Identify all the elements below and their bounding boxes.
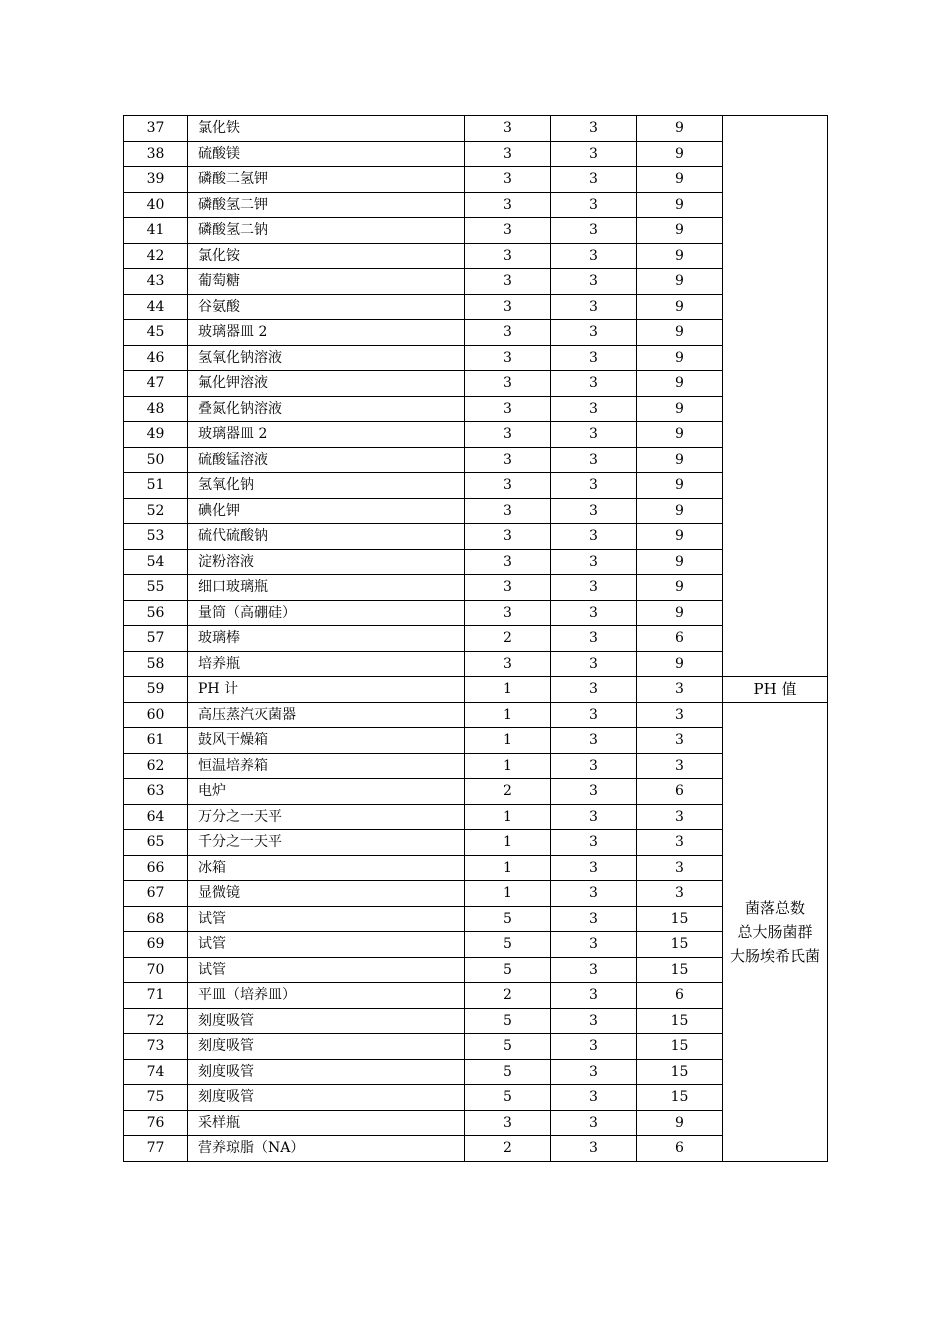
quantity-b: 3 — [551, 702, 637, 728]
table-row — [124, 1059, 828, 1085]
quantity-b: 3 — [551, 855, 637, 881]
quantity-b: 3 — [551, 116, 637, 142]
quantity-total: 15 — [637, 1059, 723, 1085]
table-row — [124, 1008, 828, 1034]
row-number: 49 — [124, 422, 188, 448]
table-row — [124, 906, 828, 932]
quantity-b: 3 — [551, 651, 637, 677]
quantity-total: 15 — [637, 1034, 723, 1060]
quantity-b: 3 — [551, 141, 637, 167]
quantity-total: 9 — [637, 447, 723, 473]
quantity-a: 1 — [465, 804, 551, 830]
quantity-b: 3 — [551, 957, 637, 983]
quantity-a: 2 — [465, 626, 551, 652]
quantity-b: 3 — [551, 320, 637, 346]
row-number: 39 — [124, 167, 188, 193]
item-name: 磷酸氢二钠 — [188, 218, 465, 244]
quantity-total: 15 — [637, 1085, 723, 1111]
item-name: 高压蒸汽灭菌器 — [188, 702, 465, 728]
quantity-a: 3 — [465, 192, 551, 218]
quantity-a: 3 — [465, 651, 551, 677]
quantity-total: 3 — [637, 881, 723, 907]
quantity-a: 1 — [465, 728, 551, 754]
quantity-b: 3 — [551, 804, 637, 830]
quantity-total: 9 — [637, 320, 723, 346]
quantity-total: 9 — [637, 549, 723, 575]
row-number: 68 — [124, 906, 188, 932]
quantity-total: 3 — [637, 804, 723, 830]
row-number: 62 — [124, 753, 188, 779]
quantity-b: 3 — [551, 753, 637, 779]
row-number: 45 — [124, 320, 188, 346]
equipment-table — [123, 115, 828, 1162]
quantity-total: 3 — [637, 753, 723, 779]
row-number: 38 — [124, 141, 188, 167]
quantity-total: 9 — [637, 192, 723, 218]
row-number: 75 — [124, 1085, 188, 1111]
quantity-b: 3 — [551, 728, 637, 754]
item-name: 试管 — [188, 957, 465, 983]
quantity-b: 3 — [551, 677, 637, 703]
quantity-total: 3 — [637, 728, 723, 754]
quantity-a: 3 — [465, 447, 551, 473]
quantity-total: 9 — [637, 575, 723, 601]
table-row — [124, 983, 828, 1009]
item-name: 氟化钾溶液 — [188, 371, 465, 397]
quantity-a: 5 — [465, 1034, 551, 1060]
quantity-b: 3 — [551, 549, 637, 575]
row-number: 77 — [124, 1136, 188, 1162]
quantity-a: 1 — [465, 881, 551, 907]
item-name: 磷酸二氢钾 — [188, 167, 465, 193]
row-number: 70 — [124, 957, 188, 983]
quantity-b: 3 — [551, 932, 637, 958]
table-row — [124, 396, 828, 422]
quantity-b: 3 — [551, 396, 637, 422]
quantity-a: 2 — [465, 1136, 551, 1162]
table-row — [124, 345, 828, 371]
row-number: 65 — [124, 830, 188, 856]
item-name: 培养瓶 — [188, 651, 465, 677]
table-row — [124, 1136, 828, 1162]
table-row — [124, 422, 828, 448]
quantity-total: 6 — [637, 1136, 723, 1162]
table-row — [124, 320, 828, 346]
quantity-b: 3 — [551, 906, 637, 932]
quantity-total: 6 — [637, 626, 723, 652]
quantity-b: 3 — [551, 524, 637, 550]
quantity-a: 3 — [465, 320, 551, 346]
quantity-b: 3 — [551, 1136, 637, 1162]
table-row — [124, 753, 828, 779]
table-row — [124, 473, 828, 499]
quantity-b: 3 — [551, 294, 637, 320]
quantity-b: 3 — [551, 983, 637, 1009]
quantity-b: 3 — [551, 779, 637, 805]
quantity-a: 5 — [465, 1059, 551, 1085]
quantity-a: 3 — [465, 575, 551, 601]
table-row — [124, 830, 828, 856]
item-name: 氯化铁 — [188, 116, 465, 142]
row-number: 44 — [124, 294, 188, 320]
quantity-a: 3 — [465, 1110, 551, 1136]
item-name: 玻璃器皿 2 — [188, 320, 465, 346]
quantity-a: 5 — [465, 957, 551, 983]
quantity-a: 3 — [465, 524, 551, 550]
quantity-a: 3 — [465, 269, 551, 295]
quantity-b: 3 — [551, 422, 637, 448]
quantity-total: 9 — [637, 524, 723, 550]
quantity-b: 3 — [551, 498, 637, 524]
quantity-total: 9 — [637, 600, 723, 626]
row-number: 50 — [124, 447, 188, 473]
row-number: 69 — [124, 932, 188, 958]
item-name: 硫酸锰溶液 — [188, 447, 465, 473]
row-number: 43 — [124, 269, 188, 295]
item-name: 刻度吸管 — [188, 1034, 465, 1060]
quantity-b: 3 — [551, 1110, 637, 1136]
quantity-a: 1 — [465, 677, 551, 703]
row-number: 63 — [124, 779, 188, 805]
quantity-total: 15 — [637, 932, 723, 958]
quantity-a: 3 — [465, 294, 551, 320]
table-row — [124, 728, 828, 754]
table-row — [124, 677, 828, 703]
quantity-b: 3 — [551, 1008, 637, 1034]
row-number: 54 — [124, 549, 188, 575]
row-number: 37 — [124, 116, 188, 142]
quantity-total: 6 — [637, 983, 723, 1009]
row-number: 72 — [124, 1008, 188, 1034]
item-name: 采样瓶 — [188, 1110, 465, 1136]
quantity-a: 3 — [465, 243, 551, 269]
quantity-b: 3 — [551, 881, 637, 907]
item-name: 试管 — [188, 906, 465, 932]
quantity-a: 1 — [465, 753, 551, 779]
quantity-a: 3 — [465, 141, 551, 167]
table-row — [124, 1110, 828, 1136]
table-row — [124, 294, 828, 320]
table-row — [124, 600, 828, 626]
item-name: 氯化铵 — [188, 243, 465, 269]
quantity-a: 3 — [465, 116, 551, 142]
item-name: 氢氧化钠溶液 — [188, 345, 465, 371]
item-name: 淀粉溶液 — [188, 549, 465, 575]
quantity-b: 3 — [551, 600, 637, 626]
row-number: 42 — [124, 243, 188, 269]
table-row — [124, 116, 828, 142]
quantity-total: 6 — [637, 779, 723, 805]
table-row — [124, 626, 828, 652]
row-number: 60 — [124, 702, 188, 728]
item-name: 碘化钾 — [188, 498, 465, 524]
item-name: 试管 — [188, 932, 465, 958]
quantity-total: 9 — [637, 345, 723, 371]
row-number: 73 — [124, 1034, 188, 1060]
item-name: 量筒（高硼硅） — [188, 600, 465, 626]
quantity-total: 9 — [637, 141, 723, 167]
table-row — [124, 141, 828, 167]
table-row — [124, 804, 828, 830]
item-name: 叠氮化钠溶液 — [188, 396, 465, 422]
test-item-note — [723, 116, 828, 677]
quantity-total: 9 — [637, 294, 723, 320]
quantity-total: 9 — [637, 218, 723, 244]
quantity-a: 3 — [465, 422, 551, 448]
table-row — [124, 957, 828, 983]
item-name: 谷氨酸 — [188, 294, 465, 320]
item-name: 刻度吸管 — [188, 1008, 465, 1034]
quantity-a: 3 — [465, 498, 551, 524]
quantity-total: 9 — [637, 396, 723, 422]
quantity-total: 3 — [637, 677, 723, 703]
quantity-b: 3 — [551, 447, 637, 473]
table-row — [124, 269, 828, 295]
table-row — [124, 167, 828, 193]
table-row — [124, 243, 828, 269]
item-name: 千分之一天平 — [188, 830, 465, 856]
quantity-total: 9 — [637, 1110, 723, 1136]
quantity-total: 9 — [637, 651, 723, 677]
quantity-total: 9 — [637, 167, 723, 193]
quantity-total: 15 — [637, 1008, 723, 1034]
row-number: 61 — [124, 728, 188, 754]
quantity-b: 3 — [551, 371, 637, 397]
item-name: 氢氧化钠 — [188, 473, 465, 499]
table-row — [124, 447, 828, 473]
quantity-a: 3 — [465, 396, 551, 422]
table-row — [124, 651, 828, 677]
table-row — [124, 575, 828, 601]
quantity-a: 5 — [465, 932, 551, 958]
quantity-b: 3 — [551, 269, 637, 295]
item-name: 刻度吸管 — [188, 1085, 465, 1111]
table-row — [124, 779, 828, 805]
row-number: 58 — [124, 651, 188, 677]
quantity-b: 3 — [551, 473, 637, 499]
item-name: 万分之一天平 — [188, 804, 465, 830]
quantity-total: 3 — [637, 702, 723, 728]
quantity-a: 3 — [465, 473, 551, 499]
quantity-b: 3 — [551, 218, 637, 244]
quantity-total: 9 — [637, 473, 723, 499]
item-name: 鼓风干燥箱 — [188, 728, 465, 754]
quantity-a: 5 — [465, 1085, 551, 1111]
row-number: 59 — [124, 677, 188, 703]
table-row — [124, 881, 828, 907]
quantity-total: 15 — [637, 957, 723, 983]
item-name: 细口玻璃瓶 — [188, 575, 465, 601]
quantity-total: 9 — [637, 116, 723, 142]
quantity-a: 1 — [465, 702, 551, 728]
quantity-b: 3 — [551, 575, 637, 601]
quantity-a: 3 — [465, 167, 551, 193]
row-number: 48 — [124, 396, 188, 422]
table-row — [124, 1034, 828, 1060]
row-number: 76 — [124, 1110, 188, 1136]
item-name: 显微镜 — [188, 881, 465, 907]
quantity-b: 3 — [551, 830, 637, 856]
row-number: 64 — [124, 804, 188, 830]
row-number: 47 — [124, 371, 188, 397]
table-row — [124, 702, 828, 728]
quantity-b: 3 — [551, 626, 637, 652]
item-name: 磷酸氢二钾 — [188, 192, 465, 218]
quantity-a: 1 — [465, 830, 551, 856]
table-row — [124, 549, 828, 575]
item-name: 硫酸镁 — [188, 141, 465, 167]
table-row — [124, 371, 828, 397]
row-number: 67 — [124, 881, 188, 907]
quantity-total: 3 — [637, 830, 723, 856]
table-row — [124, 218, 828, 244]
item-name: 玻璃器皿 2 — [188, 422, 465, 448]
item-name: 刻度吸管 — [188, 1059, 465, 1085]
quantity-a: 3 — [465, 218, 551, 244]
quantity-a: 3 — [465, 600, 551, 626]
quantity-total: 9 — [637, 243, 723, 269]
table-row — [124, 855, 828, 881]
quantity-total: 9 — [637, 269, 723, 295]
table-row — [124, 1085, 828, 1111]
table-row — [124, 192, 828, 218]
item-name: 冰箱 — [188, 855, 465, 881]
row-number: 51 — [124, 473, 188, 499]
row-number: 55 — [124, 575, 188, 601]
row-number: 46 — [124, 345, 188, 371]
item-name: 玻璃棒 — [188, 626, 465, 652]
quantity-b: 3 — [551, 1085, 637, 1111]
quantity-total: 9 — [637, 371, 723, 397]
item-name: 硫代硫酸钠 — [188, 524, 465, 550]
test-item-note: PH 值 — [723, 677, 828, 703]
row-number: 66 — [124, 855, 188, 881]
row-number: 53 — [124, 524, 188, 550]
quantity-total: 3 — [637, 855, 723, 881]
row-number: 52 — [124, 498, 188, 524]
item-name: 葡萄糖 — [188, 269, 465, 295]
row-number: 56 — [124, 600, 188, 626]
quantity-total: 9 — [637, 422, 723, 448]
quantity-b: 3 — [551, 345, 637, 371]
quantity-total: 15 — [637, 906, 723, 932]
row-number: 71 — [124, 983, 188, 1009]
row-number: 40 — [124, 192, 188, 218]
quantity-b: 3 — [551, 243, 637, 269]
quantity-a: 5 — [465, 1008, 551, 1034]
table-row — [124, 498, 828, 524]
row-number: 74 — [124, 1059, 188, 1085]
item-name: 恒温培养箱 — [188, 753, 465, 779]
test-item-note: 菌落总数 总大肠菌群 大肠埃希氏菌 — [723, 702, 828, 1161]
item-name: 营养琼脂（NA） — [188, 1136, 465, 1162]
quantity-a: 2 — [465, 983, 551, 1009]
quantity-a: 3 — [465, 549, 551, 575]
quantity-b: 3 — [551, 192, 637, 218]
quantity-a: 3 — [465, 345, 551, 371]
row-number: 57 — [124, 626, 188, 652]
quantity-a: 1 — [465, 855, 551, 881]
row-number: 41 — [124, 218, 188, 244]
quantity-a: 5 — [465, 906, 551, 932]
quantity-a: 2 — [465, 779, 551, 805]
table-row — [124, 524, 828, 550]
table-row — [124, 932, 828, 958]
quantity-total: 9 — [637, 498, 723, 524]
table-body — [124, 116, 828, 1162]
quantity-b: 3 — [551, 1059, 637, 1085]
item-name: 平皿（培养皿） — [188, 983, 465, 1009]
item-name: PH 计 — [188, 677, 465, 703]
quantity-b: 3 — [551, 167, 637, 193]
quantity-a: 3 — [465, 371, 551, 397]
item-name: 电炉 — [188, 779, 465, 805]
quantity-b: 3 — [551, 1034, 637, 1060]
